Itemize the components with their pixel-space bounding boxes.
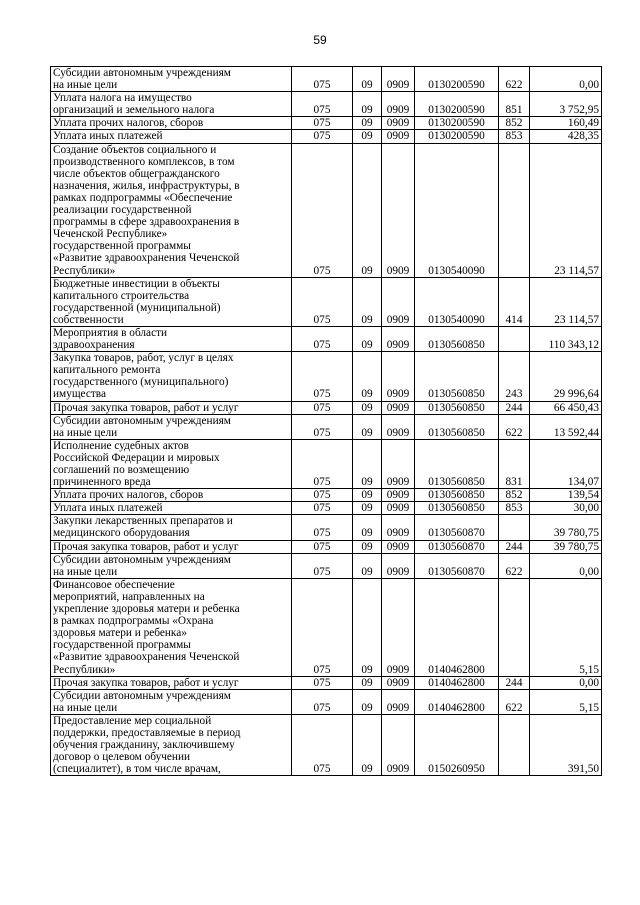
item-name-line: назначения, жилья, инфраструктуры, в [53,179,240,192]
section-code-cell: 09 [353,352,382,401]
expense-type-cell: 851 [499,92,530,117]
item-name-cell [51,714,292,775]
item-name-cell [51,143,292,277]
item-name-cell [51,515,292,540]
department-code-cell: 075 [292,489,353,502]
item-name-line: Уплата иных платежей [53,130,163,143]
item-name-line: Уплата налога на имущество [53,92,192,105]
department-code-cell: 075 [292,689,353,714]
expense-type-cell: 244 [499,676,530,689]
department-code-cell: 075 [292,117,353,130]
table-row [51,489,602,502]
section-code-cell: 09 [353,130,382,143]
item-name-line: мероприятий, направленных на [53,590,205,603]
expense-type-cell: 244 [499,540,530,553]
target-article-cell: 0130560850 [415,352,499,401]
table-row [51,676,602,689]
item-name-cell [51,401,292,414]
section-code-cell: 09 [353,553,382,578]
expense-type-cell [499,143,530,277]
table-row [51,352,602,401]
amount-cell: 0,00 [530,553,602,578]
subsection-code-cell: 0909 [382,277,415,326]
target-article-cell: 0130540090 [415,143,499,277]
item-name-line: государственного (муниципального) [53,376,229,389]
item-name-line: «Развитие здравоохранения Чеченской [53,651,240,664]
item-name-line: Мероприятия в области [53,326,168,339]
amount-cell: 39 780,75 [530,540,602,553]
subsection-code-cell: 0909 [382,676,415,689]
expense-type-cell: 622 [499,414,530,439]
section-code-cell: 09 [353,689,382,714]
subsection-code-cell: 0909 [382,502,415,515]
department-code-cell: 075 [292,130,353,143]
target-article-cell: 0130200590 [415,67,499,92]
table-row [51,553,602,578]
section-code-cell: 09 [353,540,382,553]
department-code-cell: 075 [292,502,353,515]
expense-type-cell: 622 [499,689,530,714]
item-name-line: здоровья матери и ребенка» [53,627,187,640]
department-code-cell: 075 [292,352,353,401]
target-article-cell: 0130560870 [415,515,499,540]
subsection-code-cell: 0909 [382,439,415,488]
table-row [51,130,602,143]
item-name-line: Уплата прочих налогов, сборов [53,489,204,502]
item-name-line: (специалитет), в том числе врачам, [53,763,221,776]
target-article-cell: 0130560870 [415,553,499,578]
table-row [51,326,602,351]
amount-cell: 134,07 [530,439,602,488]
amount-cell: 139,54 [530,489,602,502]
target-article-cell: 0140462800 [415,578,499,676]
target-article-cell: 0130560850 [415,439,499,488]
item-name-line: соглашений по возмещению [53,464,190,476]
item-name-line: имущества [53,388,106,401]
section-code-cell: 09 [353,67,382,92]
item-name-cell [51,676,292,689]
item-name-line: реализации государственной [53,204,192,217]
item-name-line: Создание объектов социального и [53,143,217,156]
subsection-code-cell: 0909 [382,578,415,676]
table-row [51,117,602,130]
department-code-cell: 075 [292,67,353,92]
item-name-cell [51,117,292,130]
target-article-cell: 0130560850 [415,401,499,414]
target-article-cell: 0130540090 [415,277,499,326]
subsection-code-cell: 0909 [382,553,415,578]
target-article-cell: 0130560850 [415,502,499,515]
table-row [51,439,602,488]
table-row [51,515,602,540]
item-name-line: Субсидии автономным учреждениям [53,414,231,427]
item-name-cell [51,130,292,143]
item-name-line: на иные цели [53,701,118,714]
table-row [51,502,602,515]
item-name-line: Уплата прочих налогов, сборов [53,117,204,130]
item-name-line: причиненного вреда [53,476,151,489]
item-name-line: Закупка товаров, работ, услуг в целях [53,352,234,365]
table-row [51,67,602,92]
subsection-code-cell: 0909 [382,67,415,92]
item-name-line: Республики» [53,663,116,676]
expense-type-cell: 622 [499,67,530,92]
item-name-line: медицинского оборудования [53,527,190,540]
expense-type-cell: 852 [499,117,530,130]
target-article-cell: 0130560870 [415,540,499,553]
item-name-line: государственной программы [53,240,191,253]
amount-cell: 110 343,12 [530,326,602,351]
subsection-code-cell: 0909 [382,489,415,502]
section-code-cell: 09 [353,401,382,414]
amount-cell: 29 996,64 [530,352,602,401]
target-article-cell: 0150260950 [415,714,499,775]
item-name-line: здравоохранения [53,339,135,352]
item-name-line: Чеченской Республике» [53,228,168,241]
subsection-code-cell: 0909 [382,714,415,775]
subsection-code-cell: 0909 [382,414,415,439]
item-name-line: Республики» [53,264,116,277]
item-name-line: договор о целевом обучении [53,751,191,764]
table-row [51,714,602,775]
subsection-code-cell: 0909 [382,689,415,714]
item-name-line: на иные цели [53,79,118,92]
subsection-code-cell: 0909 [382,130,415,143]
amount-cell: 23 114,57 [530,277,602,326]
item-name-line: государственной программы [53,639,191,652]
expense-type-cell [499,714,530,775]
item-name-line: капитального ремонта [53,364,161,377]
amount-cell: 13 592,44 [530,414,602,439]
target-article-cell: 0130200590 [415,117,499,130]
department-code-cell: 075 [292,414,353,439]
item-name-line: Прочая закупка товаров, работ и услуг [53,676,239,689]
item-name-line: Субсидии автономным учреждениям [53,553,231,566]
expense-type-cell: 853 [499,130,530,143]
section-code-cell: 09 [353,502,382,515]
table-row [51,92,602,117]
item-name-cell [51,277,292,326]
expense-type-cell: 622 [499,553,530,578]
amount-cell: 23 114,57 [530,143,602,277]
item-name-cell [51,439,292,488]
item-name-cell [51,578,292,676]
section-code-cell: 09 [353,714,382,775]
item-name-cell [51,502,292,515]
item-name-line: укрепление здоровья матери и ребенка [53,603,240,616]
section-code-cell: 09 [353,117,382,130]
budget-table-body [51,67,602,776]
department-code-cell: 075 [292,439,353,488]
amount-cell: 391,50 [530,714,602,775]
section-code-cell: 09 [353,143,382,277]
item-name-line: Субсидии автономным учреждениям [53,67,231,79]
amount-cell: 66 450,43 [530,401,602,414]
section-code-cell: 09 [353,489,382,502]
item-name-cell [51,326,292,351]
expense-type-cell: 852 [499,489,530,502]
item-name-line: числе объектов общегражданского [53,167,220,180]
department-code-cell: 075 [292,401,353,414]
amount-cell: 30,00 [530,502,602,515]
item-name-line: Бюджетные инвестиции в объекты [53,277,220,290]
expense-type-cell: 831 [499,439,530,488]
department-code-cell: 075 [292,326,353,351]
table-row [51,689,602,714]
subsection-code-cell: 0909 [382,401,415,414]
subsection-code-cell: 0909 [382,92,415,117]
amount-cell: 39 780,75 [530,515,602,540]
department-code-cell: 075 [292,676,353,689]
item-name-line: Предоставление мер социальной [53,714,212,727]
item-name-line: рамках подпрограммы «Обеспечение [53,191,233,204]
item-name-cell [51,489,292,502]
item-name-line: капитального строительства [53,289,190,302]
expense-type-cell: 243 [499,352,530,401]
item-name-line: поддержки, предоставляемые в период [53,726,241,739]
item-name-line: программы в сфере здравоохранения в [53,216,240,229]
expense-type-cell: 853 [499,502,530,515]
department-code-cell: 075 [292,540,353,553]
expense-type-cell: 414 [499,277,530,326]
department-code-cell: 075 [292,714,353,775]
department-code-cell: 075 [292,277,353,326]
item-name-cell [51,553,292,578]
subsection-code-cell: 0909 [382,540,415,553]
expense-type-cell [499,578,530,676]
budget-table [50,66,602,776]
target-article-cell: 0140462800 [415,689,499,714]
section-code-cell: 09 [353,414,382,439]
target-article-cell: 0130200590 [415,130,499,143]
amount-cell: 5,15 [530,689,602,714]
table-row [51,540,602,553]
item-name-cell [51,414,292,439]
section-code-cell: 09 [353,515,382,540]
item-name-cell [51,540,292,553]
section-code-cell: 09 [353,92,382,117]
item-name-line: государственной (муниципальной) [53,301,221,314]
section-code-cell: 09 [353,676,382,689]
table-row [51,578,602,676]
subsection-code-cell: 0909 [382,143,415,277]
section-code-cell: 09 [353,578,382,676]
item-name-line: Российской Федерации и мировых [53,451,220,464]
item-name-cell [51,67,292,92]
item-name-line: обучения гражданину, заключившему [53,739,235,752]
item-name-cell [51,92,292,117]
item-name-line: на иные цели [53,426,118,439]
item-name-line: Финансовое обеспечение [53,578,175,591]
subsection-code-cell: 0909 [382,515,415,540]
item-name-line: Прочая закупка товаров, работ и услуг [53,540,239,553]
expense-type-cell [499,515,530,540]
table-row [51,143,602,277]
department-code-cell: 075 [292,515,353,540]
amount-cell: 0,00 [530,67,602,92]
table-row [51,401,602,414]
subsection-code-cell: 0909 [382,117,415,130]
item-name-line: Прочая закупка товаров, работ и услуг [53,401,239,414]
item-name-line: «Развитие здравоохранения Чеченской [53,252,240,265]
section-code-cell: 09 [353,439,382,488]
amount-cell: 3 752,95 [530,92,602,117]
item-name-line: производственного комплексов, в том [53,155,235,168]
target-article-cell: 0130200590 [415,92,499,117]
amount-cell: 0,00 [530,676,602,689]
expense-type-cell [499,326,530,351]
amount-cell: 428,35 [530,130,602,143]
department-code-cell: 075 [292,92,353,117]
section-code-cell: 09 [353,277,382,326]
item-name-line: Уплата иных платежей [53,502,163,515]
target-article-cell: 0130560850 [415,326,499,351]
amount-cell: 160,49 [530,117,602,130]
item-name-line: в рамках подпрограммы «Охрана [53,615,214,628]
target-article-cell: 0130560850 [415,489,499,502]
page-number: 59 [313,33,327,47]
department-code-cell: 075 [292,143,353,277]
target-article-cell: 0130560850 [415,414,499,439]
item-name-line: на иные цели [53,565,118,578]
item-name-cell [51,352,292,401]
item-name-line: Исполнение судебных актов [53,439,189,452]
item-name-line: организаций и земельного налога [53,104,215,117]
amount-cell: 5,15 [530,578,602,676]
item-name-line: Субсидии автономным учреждениям [53,689,231,702]
section-code-cell: 09 [353,326,382,351]
subsection-code-cell: 0909 [382,352,415,401]
target-article-cell: 0140462800 [415,676,499,689]
expense-type-cell: 244 [499,401,530,414]
item-name-line: Закупки лекарственных препаратов и [53,515,233,528]
subsection-code-cell: 0909 [382,326,415,351]
table-row [51,414,602,439]
department-code-cell: 075 [292,578,353,676]
item-name-line: собственности [53,313,124,326]
table-row [51,277,602,326]
item-name-cell [51,689,292,714]
department-code-cell: 075 [292,553,353,578]
